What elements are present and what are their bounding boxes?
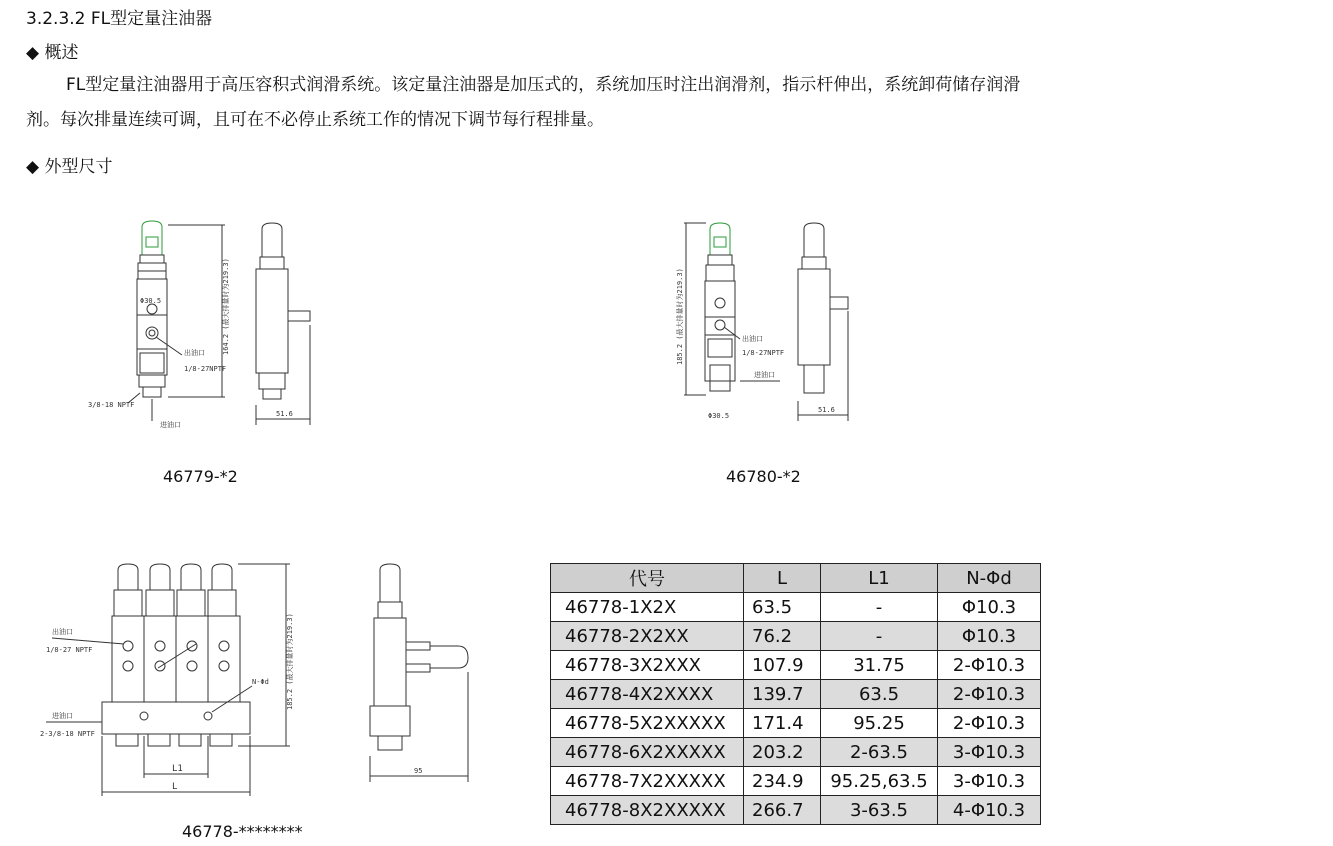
d1-width-label: 51.6 xyxy=(276,410,293,418)
drawing-46780 xyxy=(670,215,870,425)
d1-outlet-thread: 1/8-27NPTF xyxy=(184,365,227,373)
header-code: 代号 xyxy=(551,564,744,593)
d3-height-label: 185.2 (最大排量时为219.3) xyxy=(286,613,294,710)
cell-code: 46778-6X2XXXXX xyxy=(551,738,744,767)
cell-n-d: 2-Φ10.3 xyxy=(938,709,1041,738)
d1-outlet-label: 出油口 xyxy=(184,349,205,357)
caption-46778: 46778-******** xyxy=(182,822,303,841)
d3-outlet-thread: 1/8-27 NPTF xyxy=(46,646,93,654)
caption-46780: 46780-*2 xyxy=(726,467,801,486)
drawing-46779 xyxy=(80,215,330,440)
cell-code: 46778-1X2X xyxy=(551,593,744,622)
cell-l1: 95.25 xyxy=(821,709,938,738)
table-row xyxy=(551,709,1041,738)
table-row xyxy=(551,593,1041,622)
cell-l: 203.2 xyxy=(744,738,821,767)
cell-n-d: Φ10.3 xyxy=(938,593,1041,622)
d1-height-label: 164.2 (最大排量时为219.3) xyxy=(222,258,230,355)
table-row xyxy=(551,622,1041,651)
cell-code: 46778-7X2XXXXX xyxy=(551,767,744,796)
cell-code: 46778-3X2XXX xyxy=(551,651,744,680)
d1-dia-label: Φ30.5 xyxy=(140,297,162,305)
d1-inlet-thread: 3/8-18 NPTF xyxy=(88,401,135,409)
d3-l1-label: L1 xyxy=(172,764,183,774)
table-row xyxy=(551,680,1041,709)
cell-n-d: 4-Φ10.3 xyxy=(938,796,1041,825)
overview-paragraph: FL型定量注油器用于高压容积式润滑系统。该定量注油器是加压式的，系统加压时注出润滑剂，指示杆伸出，系统卸荷储存润滑剂。每次排量连续可调，且可在不必停止系统工作的情况下调节每行程排量。 xyxy=(26,75,1021,130)
cell-l1: - xyxy=(821,622,938,651)
header-l: L xyxy=(744,564,821,593)
d3-hole-label: N-Φd xyxy=(252,678,269,686)
cell-n-d: 2-Φ10.3 xyxy=(938,651,1041,680)
cell-l: 63.5 xyxy=(744,593,821,622)
table-row xyxy=(551,738,1041,767)
cell-l1: 63.5 xyxy=(821,680,938,709)
cell-n-d: Φ10.3 xyxy=(938,622,1041,651)
cell-n-d: 3-Φ10.3 xyxy=(938,738,1041,767)
drawing-46778 xyxy=(38,560,478,800)
cell-l1: 3-63.5 xyxy=(821,796,938,825)
section-heading: 3.2.3.2 FL型定量注油器 xyxy=(26,9,213,29)
overview-heading: ◆ 概述 xyxy=(26,43,79,63)
cell-l: 107.9 xyxy=(744,651,821,680)
cell-l: 266.7 xyxy=(744,796,821,825)
d2-height-label: 185.2 (最大排量时为219.3) xyxy=(676,268,684,365)
cell-code: 46778-5X2XXXXX xyxy=(551,709,744,738)
d3-width-label: 95 xyxy=(414,767,423,775)
header-l1: L1 xyxy=(821,564,938,593)
caption-46779: 46779-*2 xyxy=(163,467,238,486)
cell-code: 46778-4X2XXXX xyxy=(551,680,744,709)
table-row xyxy=(551,767,1041,796)
cell-code: 46778-8X2XXXXX xyxy=(551,796,744,825)
table-header-row xyxy=(551,564,1041,593)
d3-outlet-label: 出油口 xyxy=(52,628,73,636)
injector-units xyxy=(102,564,250,746)
d3-inlet-label: 进油口 xyxy=(52,712,73,720)
cell-n-d: 2-Φ10.3 xyxy=(938,680,1041,709)
cell-l1: 2-63.5 xyxy=(821,738,938,767)
table-row xyxy=(551,796,1041,825)
cell-l: 139.7 xyxy=(744,680,821,709)
cell-l1: - xyxy=(821,593,938,622)
dimensions-heading: ◆ 外型尺寸 xyxy=(26,157,113,177)
cell-l: 76.2 xyxy=(744,622,821,651)
d3-inlet-thread: 2-3/8-18 NPTF xyxy=(40,730,95,738)
d3-l-label: L xyxy=(172,782,178,792)
d2-width-label: 51.6 xyxy=(818,406,835,414)
d2-dia-label: Φ30.5 xyxy=(708,412,730,420)
d2-inlet-label: 进油口 xyxy=(754,371,775,379)
cell-n-d: 3-Φ10.3 xyxy=(938,767,1041,796)
cell-l: 234.9 xyxy=(744,767,821,796)
d1-inlet-label: 进油口 xyxy=(160,421,181,429)
d2-outlet-label: 出油口 xyxy=(742,335,763,343)
header-n-d: N-Φd xyxy=(938,564,1041,593)
cell-l1: 31.75 xyxy=(821,651,938,680)
cell-code: 46778-2X2XX xyxy=(551,622,744,651)
cell-l1: 95.25,63.5 xyxy=(821,767,938,796)
table-row xyxy=(551,651,1041,680)
d2-outlet-thread: 1/8-27NPTF xyxy=(742,349,785,357)
spec-table xyxy=(550,563,1041,825)
cell-l: 171.4 xyxy=(744,709,821,738)
